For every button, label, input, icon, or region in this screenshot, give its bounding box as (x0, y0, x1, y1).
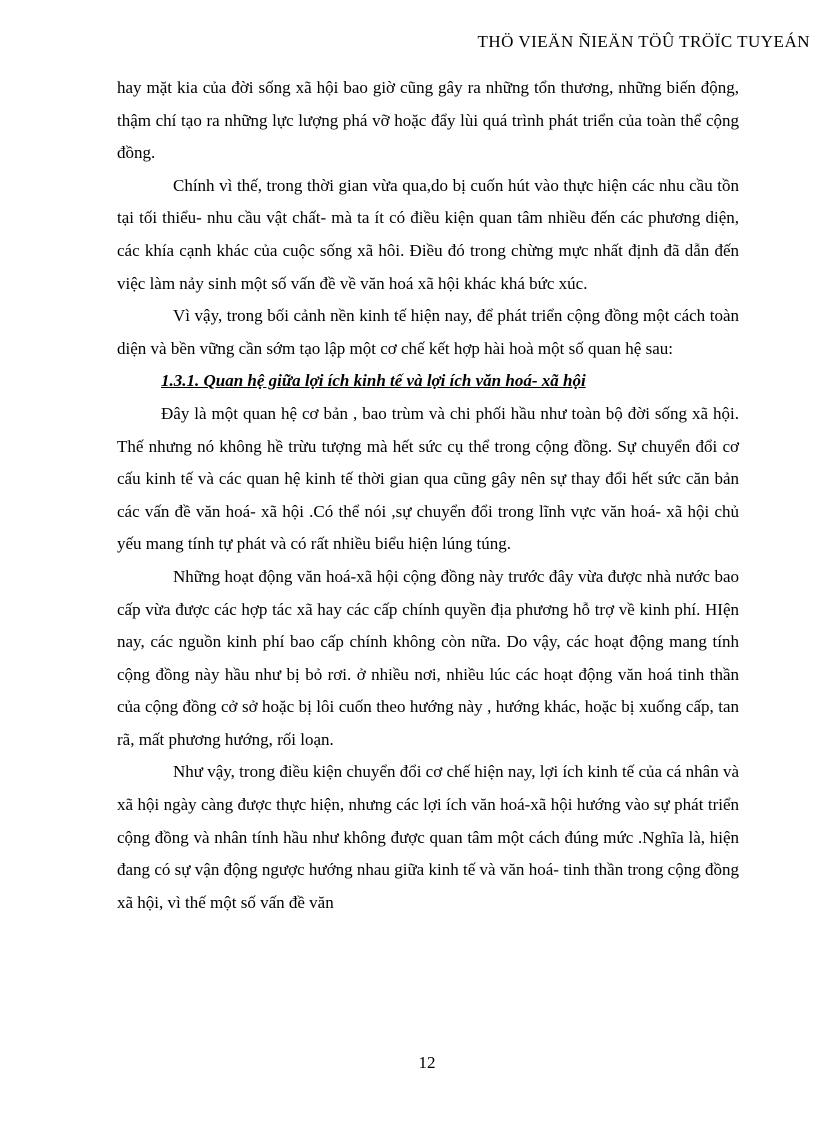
paragraph: Vì vậy, trong bối cảnh nền kinh tế hiện nay, để phát triển cộng đồng một cách toàn diện và bền vững cần sớm tạo lập một cơ chế kết hợp hài hoà một số quan hệ sau: (117, 306, 739, 358)
document-body (117, 72, 739, 919)
paragraph-continuation: hay mặt kia của đời sống xã hội bao giờ cũng gây ra những tổn thương, những biến động, thậm chí tạo ra những lực lượng phá vỡ hoặc đẩy lùi quá trình phát triển của toàn thể cộng đồng. (117, 78, 739, 163)
paragraph: Chính vì thế, trong thời gian vừa qua,do bị cuốn hút vào thực hiện các nhu cầu tồn tại tối thiểu- nhu cầu vật chất- mà ta ít có điều kiện quan tâm nhiều đến các phương diện, các khía cạnh khác của cuộc sống xã hôi. Điều đó trong chừng mực nhất định đã dẫn đến việc làm nảy sinh một số vấn đề về văn hoá xã hội khác khá bức xúc. (117, 175, 739, 293)
page-number: 12 (418, 1053, 436, 1072)
page-header: THÖ VIEÄN ÑIEÄN TÖÛ TRÖÏC TUYEÁN (477, 32, 810, 51)
paragraph: Đây là một quan hệ cơ bản , bao trùm và chi phối hầu như toàn bộ đời sống xã hội. Thế nhưng nó không hề trừu tượng mà hết sức cụ thể trong cộng đồng. Sự chuyển đổi cơ cấu kinh tế và các quan hệ kinh tế thời gian qua cũng gây nên sự thay đổi hết sức căn bản các vấn đề văn hoá- xã hội .Có thể nói ,sự chuyển đổi trong lĩnh vực văn hoá- xã hội chủ yếu mang tính tự phát và có rất nhiều biểu hiện lúng túng. (117, 403, 739, 554)
paragraph: Những hoạt động văn hoá-xã hội cộng đồng này trước đây vừa được nhà nước bao cấp vừa được các hợp tác xã hay các cấp chính quyền địa phương hỗ trợ về kinh phí. HIện nay, các nguồn kinh phí bao cấp chính không còn nữa. Do vậy, các hoạt động mang tính cộng đồng này hầu như bị bỏ rơi. ở nhiều nơi, nhiều lúc các hoạt động văn hoá tinh thần của cộng đồng cở sở hoặc bị lôi cuốn theo hướng này , hướng khác, hoặc bị xuống cấp, tan rã, mất phương hướng, rối loạn. (117, 566, 739, 749)
section-heading: 1.3.1. Quan hệ giữa lợi ích kinh tế và lợi ích văn hoá- xã hội (161, 371, 586, 391)
paragraph: Như vậy, trong điều kiện chuyển đổi cơ chế hiện nay, lợi ích kinh tế của cá nhân và xã hội ngày càng được thực hiện, nhưng các lợi ích văn hoá-xã hội hướng vào sự phát triển cộng đồng và nhân tính hầu như không được quan tâm một cách đúng mức .Nghĩa là, hiện đang có sự vận động ngược hướng nhau giữa kinh tế và văn hoá- tinh thần trong cộng đồng xã hội, vì thế một số vấn đề văn (117, 762, 739, 912)
